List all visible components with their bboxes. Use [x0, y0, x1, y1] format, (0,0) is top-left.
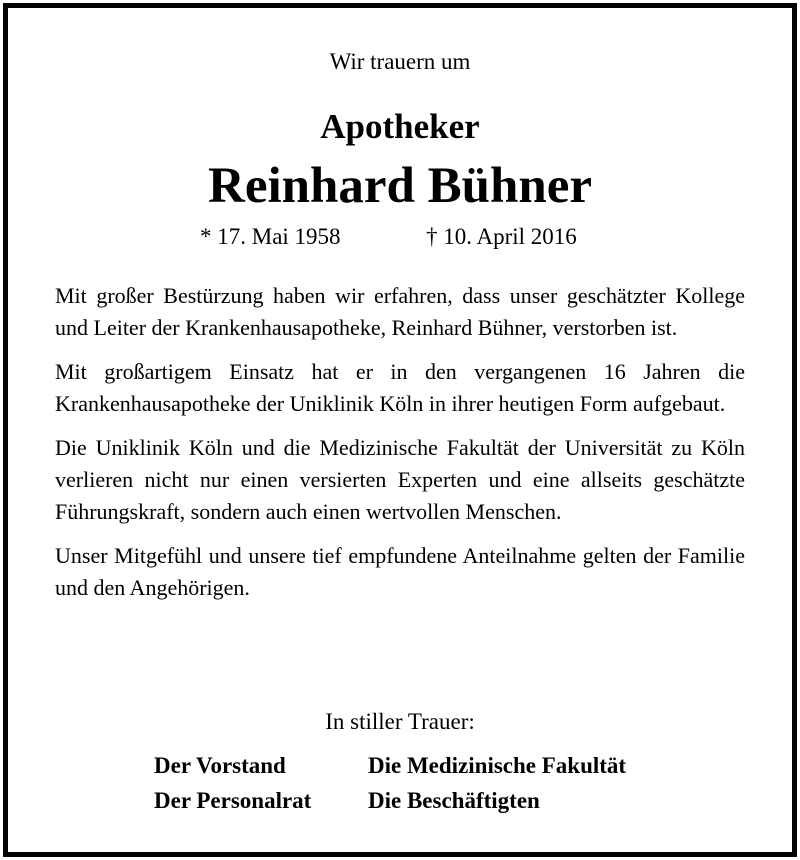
- signer: Die Beschäftigten: [368, 788, 540, 813]
- birth-date: * 17. Mai 1958: [200, 224, 341, 249]
- death-date: † 10. April 2016: [426, 224, 577, 249]
- deceased-name: Reinhard Bühner: [208, 158, 592, 214]
- intro-line: Wir trauern um: [329, 49, 471, 74]
- profession-title: Apotheker: [320, 107, 480, 146]
- paragraph: Die Uniklinik Köln und die Medizinische Fakultät der Universität zu Köln verlieren nicht nur einen versierten Experten und eine allseits geschätzte Führungskraft, sondern auch einen wertvollen Menschen.: [55, 435, 745, 524]
- paragraph: Mit großartigem Einsatz hat er in den vergangenen 16 Jahren die Krankenhausapotheke der Uniklinik Köln in ihrer heutigen Form aufgebaut.: [55, 359, 745, 416]
- signers: [154, 749, 626, 817]
- paragraph: Mit großer Bestürzung haben wir erfahren, dass unser geschätzter Kollege und Leiter der Krankenhausapotheke, Reinhard Bühner, verstorben ist.: [55, 283, 745, 340]
- mourning-line: In stiller Trauer:: [325, 709, 475, 734]
- paragraph: Unser Mitgefühl und unsere tief empfundene Anteilnahme gelten der Familie und den Angehörigen.: [55, 543, 745, 600]
- signer: Die Medizinische Fakultät: [368, 753, 627, 778]
- signer: Der Personalrat: [154, 788, 312, 813]
- signer: Der Vorstand: [154, 753, 286, 778]
- obituary-text: [55, 280, 745, 616]
